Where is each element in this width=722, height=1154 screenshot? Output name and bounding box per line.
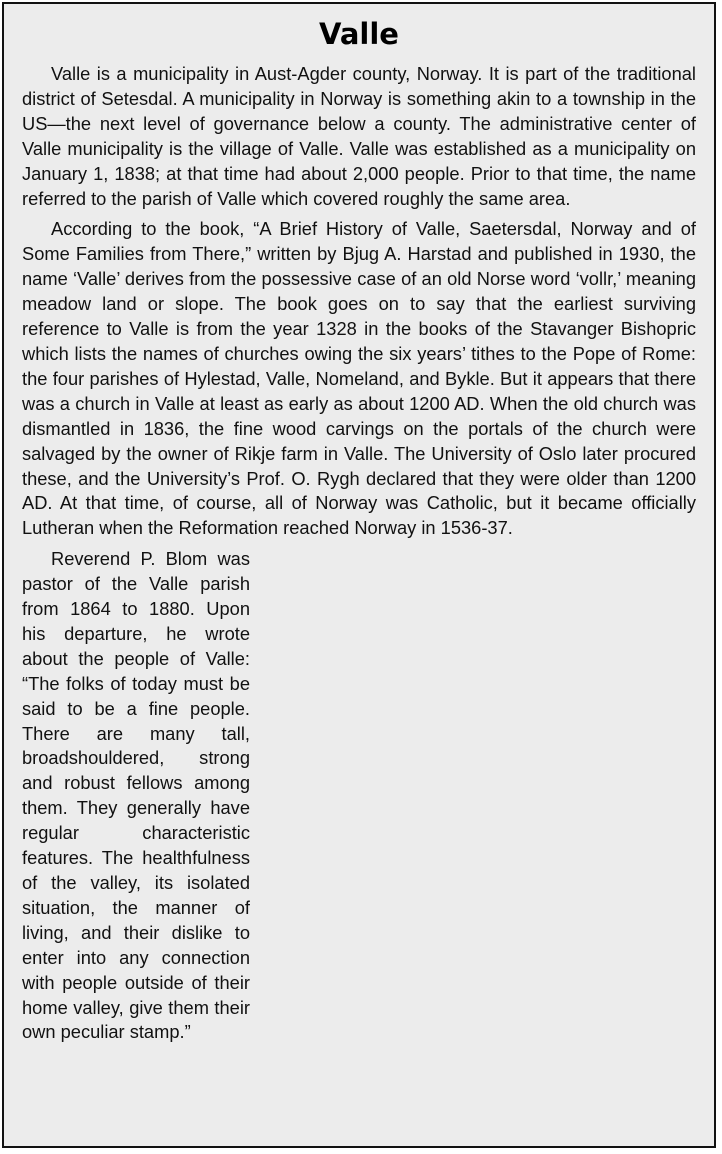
article-title: Valle [319, 17, 399, 51]
paragraph-history: According to the book, “A Brief History of Valle, Saetersdal, Norway and of Some Families from There,” written by Bjug A. Harstad and published in 1930, the name ‘Valle’ derives from the possessive case of an old Norse word ‘vollr,’ meaning meadow land or slope. The book goes on to say that the earliest surviving reference to Valle is from the year 1328 in the books of the Stavanger Bishopric which lists the names of churches owing the six years’ tithes to the Pope of Rome: the four parishes of Hylestad, Valle, Nomeland, and Bykle. But it appears that there was a church in Valle at least as early as about 1200 AD. When the old church was dismantled in 1836, the fine wood carvings on the portals of the church were salvaged by the owner of Rikje farm in Valle. The University of Oslo later procured these, and the University’s Prof. O. Rygh declared that they were older than 1200 AD. At that time, of course, all of Norway was Catholic, but it became officially Lutheran when the Reformation reached Norway in 1536-37. [22, 218, 696, 539]
paragraph-reverend-blom: Reverend P. Blom was pastor of the Valle parish from 1864 to 1880. Upon his departure, he wrote about the people of Valle: “The folks of today must be said to be a fine people. There are many tall, broadshouldered, strong and robust fellows among them. They generally have regular characteristic features. The healthfulness of the valley, its isolated situation, the manner of living, and their dislike to enter into any connection with people outside of their home valley, give them their own peculiar stamp.” [22, 548, 250, 1043]
blank-float-space [250, 547, 696, 1017]
wrap-area [22, 547, 696, 1045]
article-box [2, 2, 716, 1148]
paragraph-municipality: Valle is a municipality in Aust-Agder county, Norway. It is part of the traditional district of Setesdal. A municipality in Norway is something akin to a township in the US—the next level of governance below a county. The administrative center of Valle municipality is the village of Valle. Valle was established as a municipality on January 1, 1838; at that time had about 2,000 people. Prior to that time, the name referred to the parish of Valle which covered roughly the same area. [22, 63, 696, 209]
